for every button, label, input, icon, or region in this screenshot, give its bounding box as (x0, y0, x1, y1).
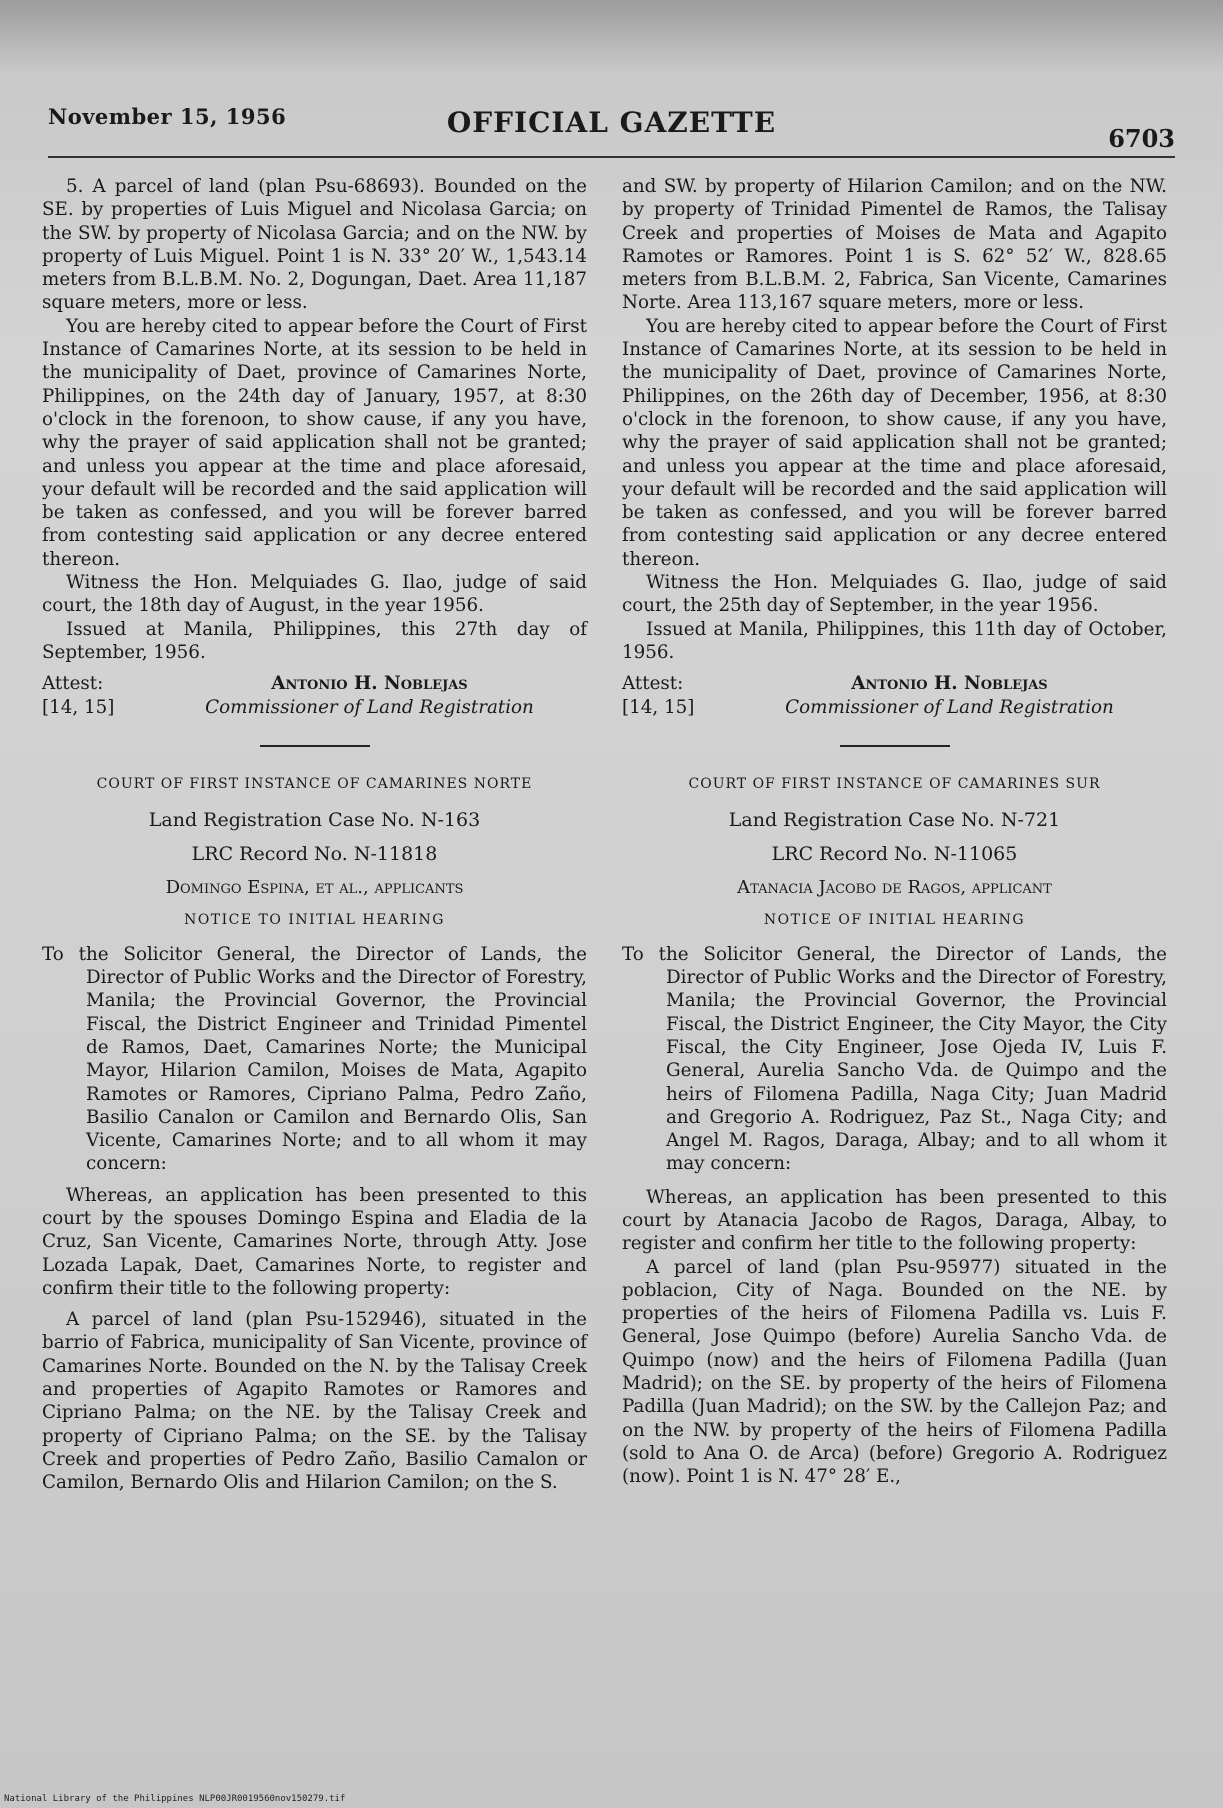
attest-label: Attest: (42, 673, 104, 695)
parcel-continuation: and SW. by property of Hilarion Camilon; and on the NW. by property of Trinidad Pimentel de Ramos, the Talisay Creek and properties of Moises de Mata and Agapito Ramotes or Ramores. Point 1 is S. 62° 52′ W., 828.65 meters from B.L.B.M. 2, Fabrica, San Vicente, Camarines Norte. Area 113,167 square meters, more or less. (622, 176, 1167, 314)
attest-block (622, 672, 1167, 719)
witness-paragraph: Witness the Hon. Melquiades G. Ilao, judge of said court, the 25th day of September, in the year 1956. (622, 572, 1167, 617)
attest-ref: [14, 15] (42, 696, 115, 718)
section-divider (260, 745, 370, 747)
notice-heading: NOTICE OF INITIAL HEARING (763, 912, 1026, 929)
parcel-description: A parcel of land (plan Psu-95977) situated in the poblacion, City of Naga. Bounded on the NE. by properties of the heirs of Filomena Padilla vs. Luis F. General, Jose Quimpo (before) Aurelia Sancho Vda. de Quimpo (now) and the heirs of Filomena Padilla (Juan Madrid); on the SE. by property of the heirs of Filomena Padilla (Juan Madrid); on the SW. by the Callejon Paz; and on the NW. by property of the heirs of Filomena Padilla (sold to Ana O. de Arca) (before) Gregorio A. Rodriguez (now). Point 1 is N. 47° 28′ E., (622, 1256, 1167, 1488)
whereas-paragraph: Whereas, an application has been presented to this court by the spouses Domingo Espina and Eladia de la Cruz, San Vicente, Camarines Norte, through Atty. Jose Lozada Lapak, Daet, Camarines Norte, to register and confirm their title to the following property: (42, 1184, 587, 1299)
publication-title: OFFICIAL GAZETTE (446, 106, 777, 139)
record-number: LRC Record No. N-11818 (191, 843, 438, 866)
page-header (48, 96, 1175, 158)
signatory-title: Commissioner of Land Registration (205, 696, 534, 718)
issue-date: November 15, 1956 (48, 104, 287, 129)
left-column (42, 175, 587, 1495)
signatory-name: Antonio H. Noblejas (271, 673, 468, 695)
court-heading: COURT OF FIRST INSTANCE OF CAMARINES NORTE (96, 775, 533, 792)
addressee-block: To the Solicitor General, the Director of Lands, the Director of Public Works and the Director of Forestry, Manila; the Provincial Governor, the Provincial Fiscal, the District Engineer, the City Mayor, the City Fiscal, the City Engineer, Jose Ojeda IV, Luis F. General, Aurelia Sancho Vda. de Quimpo and the heirs of Filomena Padilla, Naga City; Juan Madrid and Gregorio A. Rodriguez, Paz St., Naga City; and Angel M. Ragos, Daraga, Albay; and to all whom it may concern: (622, 943, 1167, 1175)
issued-paragraph: Issued at Manila, Philippines, this 27th day of September, 1956. (42, 618, 587, 663)
parcel-description: A parcel of land (plan Psu-152946), situated in the barrio of Fabrica, municipality of San Vicente, province of Camarines Norte. Bounded on the N. by the Talisay Creek and properties of Agapito Ramotes or Ramores and Cipriano Palma; on the NE. by the Talisay Creek and property of Cipriano Palma; on the SE. by the Talisay Creek and properties of Pedro Zaño, Basilio Camalon or Camilon, Bernardo Olis and Hilarion Camilon; on the S. (42, 1309, 587, 1494)
whereas-paragraph: Whereas, an application has been presented to this court by Atanacia Jacobo de Ragos, Daraga, Albay, to register and confirm her title to the following property: (622, 1186, 1167, 1255)
witness-paragraph: Witness the Hon. Melquiades G. Ilao, judge of said court, the 18th day of August, in the year 1956. (42, 572, 587, 617)
parcel-5-paragraph: 5. A parcel of land (plan Psu-68693). Bounded on the SE. by properties of Luis Miguel and Nicolasa Garcia; on the SW. by property of Nicolasa Garcia; and on the NW. by property of Luis Miguel. Point 1 is N. 33° 20′ W., 1,543.14 meters from B.L.B.M. No. 2, Dogungan, Daet. Area 11,187 square meters, more or less. (42, 176, 587, 314)
case-number: Land Registration Case No. N-163 (148, 809, 481, 832)
citation-paragraph: You are hereby cited to appear before the Court of First Instance of Camarines Norte, at its session to be held in the municipality of Daet, province of Camarines Norte, Philippines, on the 26th day of December, 1956, at 8:30 o'clock in the forenoon, to show cause, if any you have, why the prayer of said application shall not be granted; and unless you appear at the time and place aforesaid, your default will be recorded and the said application will be taken as confessed, and you will be forever barred from contesting said application or any decree entered thereon. (622, 315, 1167, 570)
signatory-name: Antonio H. Noblejas (851, 673, 1048, 695)
page-number: 6703 (1108, 124, 1175, 153)
attest-label: Attest: (622, 673, 684, 695)
attest-block (42, 672, 587, 719)
addressee-block: To the Solicitor General, the Director of Lands, the Director of Public Works and the Director of Forestry, Manila; the Provincial Governor, the Provincial Fiscal, the District Engineer and Trinidad Pimentel de Ramos, Daet, Camarines Norte; the Municipal Mayor, Hilarion Camilon, Moises de Mata, Agapito Ramotes or Ramores, Cipriano Palma, Pedro Zaño, Basilio Canalon or Camilon and Bernardo Olis, San Vicente, Camarines Norte; and to all whom it may concern: (42, 943, 587, 1175)
court-heading: COURT OF FIRST INSTANCE OF CAMARINES SUR (688, 775, 1101, 792)
citation-paragraph: You are hereby cited to appear before the Court of First Instance of Camarines Norte, at its session to be held in the municipality of Daet, province of Camarines Norte, Philippines, on the 24th day of January, 1957, at 8:30 o'clock in the forenoon, to show cause, if any you have, why the prayer of said application shall not be granted; and unless you appear at the time and place aforesaid, your default will be recorded and the said application will be taken as confessed, and you will be forever barred from contesting said application or any decree entered thereon. (42, 315, 587, 570)
notice-heading: NOTICE TO INITIAL HEARING (184, 912, 445, 929)
applicant-line: Atanacia Jacobo de Ragos, applicant (737, 877, 1052, 899)
attest-ref: [14, 15] (622, 696, 695, 718)
scan-footer: National Library of the Philippines NLP00JR0019560nov150279.tif (4, 1794, 346, 1804)
record-number: LRC Record No. N-11065 (771, 843, 1018, 866)
case-number: Land Registration Case No. N-721 (728, 809, 1061, 832)
right-column (622, 175, 1167, 1489)
signatory-title: Commissioner of Land Registration (785, 696, 1114, 718)
section-divider (840, 745, 950, 747)
issued-paragraph: Issued at Manila, Philippines, this 11th day of October, 1956. (622, 618, 1167, 663)
applicant-line: Domingo Espina, et al., applicants (165, 877, 464, 899)
